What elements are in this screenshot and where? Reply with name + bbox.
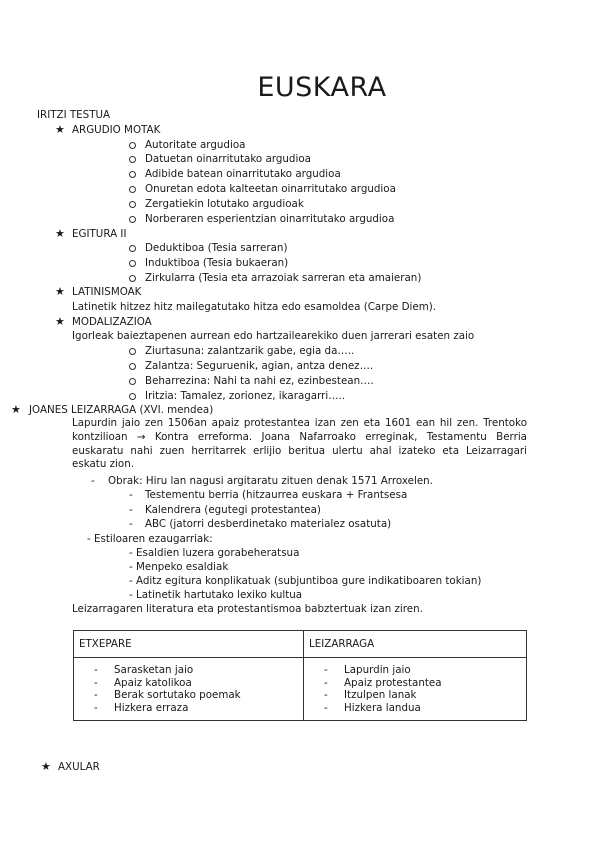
list-item: - Berak sortutako poemak [74, 689, 303, 702]
list-item: - Aditz egitura konplikatuak (subjuntiboa gure indikatiboaren tokian) [129, 575, 482, 587]
list-item: Beharrezina: Nahi ta nahi ez, ezinbestean…. [145, 375, 374, 387]
list-item: Autoritate argudioa [145, 139, 246, 151]
star-bullet-icon: ★ [55, 285, 65, 298]
list-item: - Latinetik hartutako lexiko kultua [129, 589, 303, 601]
table-header-row [74, 631, 527, 658]
heading-joanes: JOANES LEIZARRAGA (XVI. mendea) [29, 404, 214, 416]
list-item: Kalendrera (egutegi protestantea) [145, 504, 321, 516]
star-bullet-icon: ★ [55, 315, 65, 328]
dash-bullet: - [91, 475, 95, 487]
joanes-paragraph [72, 417, 527, 472]
list-item: Iritzia: Tamalez, zorionez, ikaragarri….. [145, 390, 346, 402]
table-header-etxepare: ETXEPARE [74, 631, 304, 658]
table-row [74, 658, 527, 721]
circle-bullet-icon [129, 216, 136, 223]
circle-bullet-icon [129, 363, 136, 370]
list-item: - Hizkera landua [304, 702, 526, 715]
circle-bullet-icon [129, 348, 136, 355]
modalizazioa-text: Igorleak baieztapenen aurrean edo hartzailearekiko duen jarrerari esaten zaio [72, 330, 475, 342]
list-item: Testementu berria (hitzaurrea euskara + Frantsesa [145, 489, 408, 501]
list-item: Zirkularra (Tesia eta arrazoiak sarreran eta amaieran) [145, 272, 422, 284]
table-header-leizarraga: LEIZARRAGA [304, 631, 527, 658]
list-item: Adibide batean oinarritutako argudioa [145, 168, 341, 180]
circle-bullet-icon [129, 275, 136, 282]
star-bullet-icon: ★ [11, 403, 21, 416]
circle-bullet-icon [129, 201, 136, 208]
list-item: Zergatiekin lotutako argudioak [145, 198, 304, 210]
list-item: Datuetan oinarritutako argudioa [145, 153, 311, 165]
paragraph-line: Lapurdin jaio zen 1506an apaiz protestantea izan zen eta 1601 ean hil zen. Trentoko [72, 417, 527, 429]
circle-bullet-icon [129, 142, 136, 149]
star-bullet-icon: ★ [41, 760, 51, 773]
paragraph-line: kontzilioan → Kontra erreforma. Joana Nafarroako erreginak, Testamentu Berria [72, 430, 527, 443]
list-item: Deduktiboa (Tesia sarreran) [145, 242, 288, 254]
list-item: - Itzulpen lanak [304, 689, 526, 702]
section-heading-iritzi: IRITZI TESTUA [37, 109, 111, 121]
list-item: - Sarasketan jaio [74, 664, 303, 677]
list-item: - Menpeko esaldiak [129, 561, 229, 573]
table-cell-etxepare [74, 658, 304, 721]
comparison-table [73, 630, 527, 721]
list-item: Norberaren esperientzian oinarritutako argudioa [145, 213, 395, 225]
dash-bullet: - [129, 518, 133, 530]
list-item: ABC (jatorri desberdinetako materialez osatuta) [145, 518, 392, 530]
list-item: - Apaiz protestantea [304, 677, 526, 690]
circle-bullet-icon [129, 378, 136, 385]
circle-bullet-icon [129, 156, 136, 163]
table-cell-leizarraga [304, 658, 527, 721]
list-item: - Apaiz katolikoa [74, 677, 303, 690]
joanes-closing: Leizarragaren literatura eta protestantismoa babztertuak izan ziren. [72, 603, 423, 615]
list-item: Ziurtasuna: zalantzarik gabe, egia da….. [145, 345, 355, 357]
obrak-label: Obrak: Hiru lan nagusi argitaratu zituen denak 1571 Arroxelen. [108, 475, 433, 487]
list-item: Induktiboa (Tesia bukaeran) [145, 257, 289, 269]
circle-bullet-icon [129, 260, 136, 267]
circle-bullet-icon [129, 245, 136, 252]
paragraph-line: euskaratu nahi zuen herritarrek erlijio berituа ulertu ahal izateko eta Leizarragari [72, 444, 527, 457]
heading-modalizazioa: MODALIZAZIOA [72, 316, 152, 328]
star-bullet-icon: ★ [55, 227, 65, 240]
list-item: - Hizkera erraza [74, 702, 303, 715]
heading-latinismoak: LATINISMOAK [72, 286, 142, 298]
list-item: Zalantza: Seguruenik, agian, antza denez…. [145, 360, 374, 372]
circle-bullet-icon [129, 171, 136, 178]
circle-bullet-icon [129, 186, 136, 193]
heading-axular: AXULAR [58, 761, 100, 773]
dash-bullet: - [129, 489, 133, 501]
estiloa-label: - Estiloaren ezaugarriak: [87, 533, 213, 545]
dash-bullet: - [129, 504, 133, 516]
page-title: EUSKARA [257, 72, 387, 103]
paragraph-line: eskatu zion. [72, 458, 134, 471]
latinismoak-text: Latinetik hitzez hitz mailegatutako hitza edo esamoldea (Carpe Diem). [72, 301, 437, 313]
list-item: - Lapurdin jaio [304, 664, 526, 677]
list-item: Onuretan edota kalteetan oinarritutako argudioa [145, 183, 396, 195]
circle-bullet-icon [129, 393, 136, 400]
heading-argudio: ARGUDIO MOTAK [72, 124, 161, 136]
heading-egitura: EGITURA II [72, 228, 127, 240]
list-item: - Esaldien luzera gorabeheratsua [129, 547, 300, 559]
star-bullet-icon: ★ [55, 123, 65, 136]
